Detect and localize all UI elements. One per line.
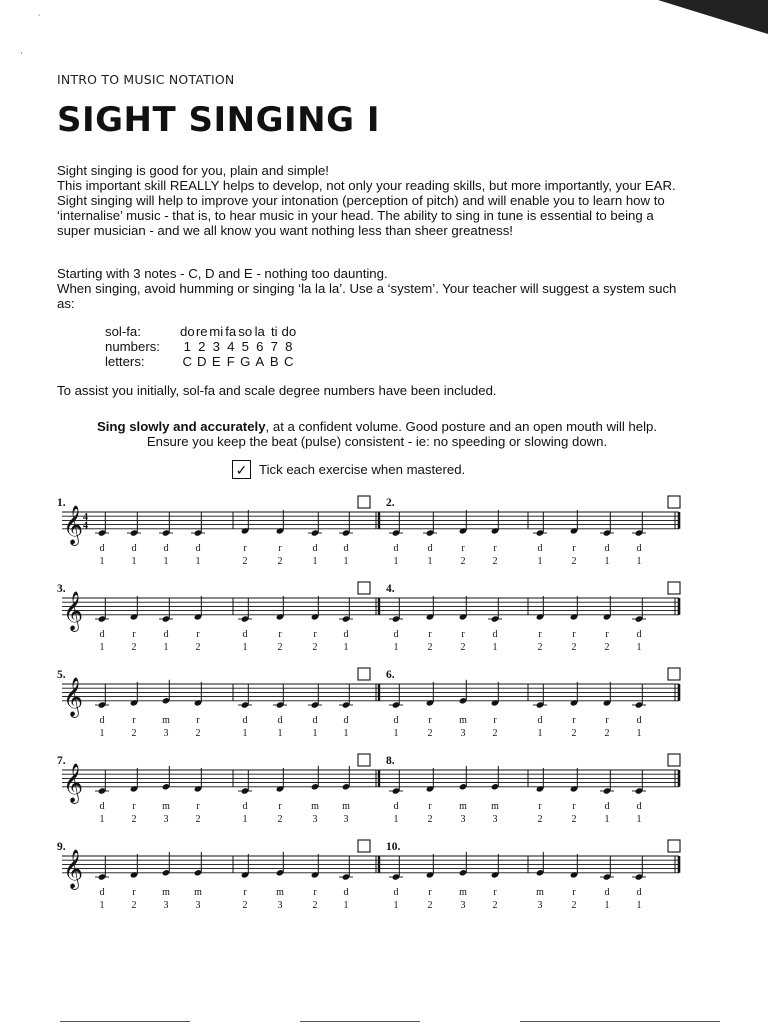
- solfa-label: r: [428, 714, 432, 726]
- degree-label: 2: [277, 641, 283, 653]
- system-cell: 2: [198, 339, 206, 354]
- solfa-label: r: [132, 628, 136, 640]
- degree-label: 1: [636, 813, 642, 825]
- degree-label: 2: [571, 813, 577, 825]
- footer-rule: [300, 1021, 420, 1022]
- solfa-label: r: [313, 886, 317, 898]
- degree-label: 3: [195, 899, 201, 911]
- mastered-checkbox: [668, 840, 680, 852]
- treble-clef-icon: 𝄞: [63, 592, 84, 630]
- instructions-rest: , at a confident volume. Good posture and an open mouth will help.: [265, 419, 658, 434]
- degree-label: 3: [343, 813, 349, 825]
- scan-speck: ˙: [38, 14, 42, 25]
- degree-label: 3: [277, 899, 283, 911]
- solfa-label: r: [428, 886, 432, 898]
- solfa-label: r: [313, 628, 317, 640]
- exercise-number: 10.: [386, 841, 401, 853]
- exercise-number: 1.: [57, 497, 66, 509]
- solfa-label: d: [242, 714, 248, 726]
- degree-label: 1: [195, 555, 201, 567]
- solfa-label: d: [537, 542, 543, 554]
- section-header: INTRO TO MUSIC NOTATION: [57, 72, 235, 87]
- degree-label: 1: [393, 727, 399, 739]
- degree-label: 3: [460, 727, 466, 739]
- mastered-checkbox: [668, 754, 680, 766]
- degree-label: 3: [537, 899, 543, 911]
- degree-label: 2: [460, 555, 466, 567]
- system-cell: fa: [225, 324, 237, 339]
- degree-label: 2: [312, 641, 318, 653]
- degree-label: 1: [604, 899, 610, 911]
- solfa-label: d: [99, 800, 105, 812]
- degree-label: 2: [195, 727, 201, 739]
- solfa-label: r: [493, 714, 497, 726]
- solfa-label: d: [604, 800, 610, 812]
- degree-label: 1: [393, 555, 399, 567]
- degree-label: 1: [312, 555, 318, 567]
- degree-label: 1: [492, 641, 498, 653]
- degree-label: 1: [277, 727, 283, 739]
- degree-label: 1: [636, 727, 642, 739]
- footer-rule: [60, 1021, 190, 1022]
- treble-clef-icon: 𝄞: [63, 764, 84, 802]
- degree-label: 1: [242, 727, 248, 739]
- solfa-label: r: [428, 800, 432, 812]
- solfa-label: r: [196, 714, 200, 726]
- degree-label: 2: [131, 899, 137, 911]
- degree-label: 2: [427, 641, 433, 653]
- system-cell: do: [180, 324, 195, 339]
- intro-body: This important skill REALLY helps to develop, not only your reading skills, but more importantly, your EAR. Sight singing will help to improve your intonation (perception of pitch) and will enable you to learn how to ‘internalise’ music - that is, to hear music in your head. The ability to sing in tune is essential to being a super musician - and we all know you want nothing less than sheer greatness!: [57, 178, 676, 238]
- degree-label: 2: [604, 727, 610, 739]
- notes-line: Starting with 3 notes - C, D and E - nothing too daunting.: [57, 266, 388, 281]
- system-cell: D: [196, 354, 207, 369]
- solfa-label: r: [243, 886, 247, 898]
- solfa-label: r: [428, 628, 432, 640]
- degree-label: 1: [99, 899, 105, 911]
- degree-label: 2: [242, 899, 248, 911]
- solfa-label: m: [459, 800, 467, 812]
- solfa-label: r: [132, 714, 136, 726]
- solfa-label: d: [636, 628, 642, 640]
- solfa-label: r: [196, 628, 200, 640]
- degree-label: 3: [460, 899, 466, 911]
- mastered-checkbox: [358, 754, 370, 766]
- system-cell: la: [254, 324, 265, 339]
- degree-label: 2: [277, 555, 283, 567]
- degree-label: 1: [163, 641, 169, 653]
- solfa-label: r: [243, 542, 247, 554]
- solfa-label: m: [342, 800, 350, 812]
- mastered-checkbox: [358, 668, 370, 680]
- solfa-label: r: [196, 800, 200, 812]
- solfa-label: r: [278, 800, 282, 812]
- degree-label: 2: [427, 899, 433, 911]
- solfa-label: m: [459, 714, 467, 726]
- degree-label: 1: [343, 555, 349, 567]
- degree-label: 1: [343, 641, 349, 653]
- solfa-label: r: [493, 542, 497, 554]
- solfa-label: r: [572, 886, 576, 898]
- degree-label: 1: [393, 899, 399, 911]
- system-row-label: sol-fa:: [105, 324, 141, 339]
- system-row-label: numbers:: [105, 339, 160, 354]
- solfa-label: d: [636, 542, 642, 554]
- treble-clef-icon: 𝄞: [63, 850, 84, 888]
- exercise-number: 4.: [386, 583, 395, 595]
- system-cell: re: [195, 324, 208, 339]
- degree-label: 1: [343, 727, 349, 739]
- exercise-number: 6.: [386, 669, 395, 681]
- degree-label: 1: [393, 813, 399, 825]
- solfa-label: r: [132, 886, 136, 898]
- system-cell: ti: [270, 324, 278, 339]
- solfa-label: d: [343, 628, 349, 640]
- solfa-label: d: [99, 628, 105, 640]
- mastered-checkbox: [668, 582, 680, 594]
- solfa-label: d: [393, 800, 399, 812]
- degree-label: 2: [131, 813, 137, 825]
- solfa-label: d: [312, 714, 318, 726]
- solfa-label: d: [163, 628, 169, 640]
- degree-label: 2: [277, 813, 283, 825]
- degree-label: 1: [604, 555, 610, 567]
- exercise-number: 2.: [386, 497, 395, 509]
- degree-label: 1: [343, 899, 349, 911]
- degree-label: 2: [571, 727, 577, 739]
- degree-label: 2: [492, 899, 498, 911]
- solfa-label: m: [536, 886, 544, 898]
- solfa-label: r: [461, 542, 465, 554]
- system-cell: 5: [241, 339, 249, 354]
- solfa-label: d: [312, 542, 318, 554]
- degree-label: 1: [636, 641, 642, 653]
- degree-label: 2: [460, 641, 466, 653]
- intro-line: Sight singing is good for you, plain and simple!: [57, 163, 329, 178]
- degree-label: 2: [427, 813, 433, 825]
- degree-label: 2: [427, 727, 433, 739]
- degree-label: 1: [636, 555, 642, 567]
- system-cell: C: [283, 354, 294, 369]
- degree-label: 2: [195, 813, 201, 825]
- degree-label: 1: [312, 727, 318, 739]
- degree-label: 2: [571, 555, 577, 567]
- system-cell: 8: [285, 339, 293, 354]
- solfa-label: r: [461, 628, 465, 640]
- solfa-label: d: [195, 542, 201, 554]
- system-cell: E: [211, 354, 221, 369]
- system-cell: 1: [183, 339, 191, 354]
- solfa-label: d: [393, 886, 399, 898]
- solfa-label: d: [99, 542, 105, 554]
- instructions-line2: Ensure you keep the beat (pulse) consistent - ie: no speeding or slowing down.: [146, 434, 608, 449]
- degree-label: 2: [571, 641, 577, 653]
- degree-label: 1: [99, 813, 105, 825]
- solfa-label: r: [278, 542, 282, 554]
- mastered-checkbox: [358, 496, 370, 508]
- degree-label: 1: [99, 641, 105, 653]
- solfa-label: d: [636, 886, 642, 898]
- solfa-label: r: [278, 628, 282, 640]
- solfa-label: d: [427, 542, 433, 554]
- solfa-label: d: [343, 714, 349, 726]
- degree-label: 1: [604, 813, 610, 825]
- degree-label: 1: [537, 727, 543, 739]
- notes-body: When singing, avoid humming or singing ‘la la la’. Use a ‘system’. Your teacher will suggest a system such as:: [57, 281, 677, 311]
- degree-label: 1: [427, 555, 433, 567]
- page-title: SIGHT SINGING I: [57, 100, 381, 140]
- solfa-label: d: [343, 542, 349, 554]
- system-row-label: letters:: [105, 354, 145, 369]
- degree-label: 1: [99, 555, 105, 567]
- solfa-label: d: [242, 800, 248, 812]
- exercise-number: 3.: [57, 583, 66, 595]
- solfa-label: d: [492, 628, 498, 640]
- system-cell: 7: [270, 339, 278, 354]
- solfa-label: r: [132, 800, 136, 812]
- solfa-label: d: [277, 714, 283, 726]
- solfa-label: r: [538, 628, 542, 640]
- exercise-number: 5.: [57, 669, 66, 681]
- solfa-label: r: [572, 800, 576, 812]
- degree-label: 3: [163, 899, 169, 911]
- degree-label: 2: [492, 555, 498, 567]
- solfa-label: m: [162, 714, 170, 726]
- solfa-label: d: [99, 714, 105, 726]
- degree-label: 3: [492, 813, 498, 825]
- degree-label: 3: [163, 727, 169, 739]
- solfa-label: d: [99, 886, 105, 898]
- degree-label: 3: [163, 813, 169, 825]
- system-cell: F: [226, 354, 235, 369]
- solfa-label: m: [276, 886, 284, 898]
- solfa-label: d: [537, 714, 543, 726]
- degree-label: 1: [393, 641, 399, 653]
- solfa-label: d: [343, 886, 349, 898]
- degree-label: 2: [537, 641, 543, 653]
- degree-label: 2: [242, 555, 248, 567]
- system-cell: G: [240, 354, 251, 369]
- exercise-number: 8.: [386, 755, 395, 767]
- checkbox-checked-icon: ✓: [232, 460, 251, 479]
- assist-text: To assist you initially, sol-fa and scale degree numbers have been included.: [57, 383, 497, 398]
- degree-label: 1: [131, 555, 137, 567]
- solfa-label: d: [393, 714, 399, 726]
- degree-label: 2: [195, 641, 201, 653]
- solfa-label: r: [605, 628, 609, 640]
- solfa-label: d: [604, 542, 610, 554]
- solfa-label: d: [163, 542, 169, 554]
- scan-speck: ˌ: [20, 44, 24, 55]
- degree-label: 1: [99, 727, 105, 739]
- system-cell: A: [255, 354, 265, 369]
- footer-rule: [520, 1021, 720, 1022]
- degree-label: 2: [571, 899, 577, 911]
- degree-label: 2: [604, 641, 610, 653]
- solfa-label: r: [538, 800, 542, 812]
- degree-label: 2: [131, 727, 137, 739]
- mastered-checkbox: [668, 668, 680, 680]
- degree-label: 1: [537, 555, 543, 567]
- exercise-number: 7.: [57, 755, 66, 767]
- degree-label: 2: [312, 899, 318, 911]
- solfa-label: m: [459, 886, 467, 898]
- degree-label: 3: [312, 813, 318, 825]
- solfa-label: d: [636, 800, 642, 812]
- system-cell: 3: [212, 339, 220, 354]
- degree-label: 2: [492, 727, 498, 739]
- treble-clef-icon: 𝄞: [63, 506, 84, 544]
- tick-legend-label: Tick each exercise when mastered.: [259, 462, 466, 477]
- solfa-label: r: [572, 628, 576, 640]
- system-cell: so: [238, 324, 253, 339]
- degree-label: 1: [636, 899, 642, 911]
- system-cell: do: [281, 324, 297, 339]
- mastered-checkbox: [668, 496, 680, 508]
- solfa-label: d: [604, 886, 610, 898]
- system-cell: B: [269, 354, 279, 369]
- solfa-label: m: [491, 800, 499, 812]
- solfa-label: r: [572, 714, 576, 726]
- system-cell: mi: [209, 324, 224, 339]
- treble-clef-icon: 𝄞: [63, 678, 84, 716]
- degree-label: 3: [460, 813, 466, 825]
- solfa-label: d: [393, 628, 399, 640]
- time-signature-top: 4: [83, 512, 88, 523]
- mastered-checkbox: [358, 840, 370, 852]
- solfa-label: m: [162, 886, 170, 898]
- degree-label: 2: [131, 641, 137, 653]
- solfa-label: m: [162, 800, 170, 812]
- degree-label: 2: [537, 813, 543, 825]
- degree-label: 1: [242, 641, 248, 653]
- solfa-label: d: [131, 542, 137, 554]
- solfa-label: r: [493, 886, 497, 898]
- system-cell: 4: [227, 339, 235, 354]
- degree-label: 1: [242, 813, 248, 825]
- solfa-label: m: [194, 886, 202, 898]
- solfa-label: m: [311, 800, 319, 812]
- solfa-label: d: [242, 628, 248, 640]
- system-cell: 6: [256, 339, 264, 354]
- degree-label: 1: [163, 555, 169, 567]
- time-signature-bottom: 4: [83, 520, 88, 532]
- solfa-label: d: [636, 714, 642, 726]
- mastered-checkbox: [358, 582, 370, 594]
- instructions-emphasis: Sing slowly and accurately: [96, 419, 266, 434]
- solfa-label: r: [605, 714, 609, 726]
- solfa-label: r: [572, 542, 576, 554]
- solfa-label: d: [393, 542, 399, 554]
- exercise-number: 9.: [57, 841, 66, 853]
- system-cell: C: [182, 354, 193, 369]
